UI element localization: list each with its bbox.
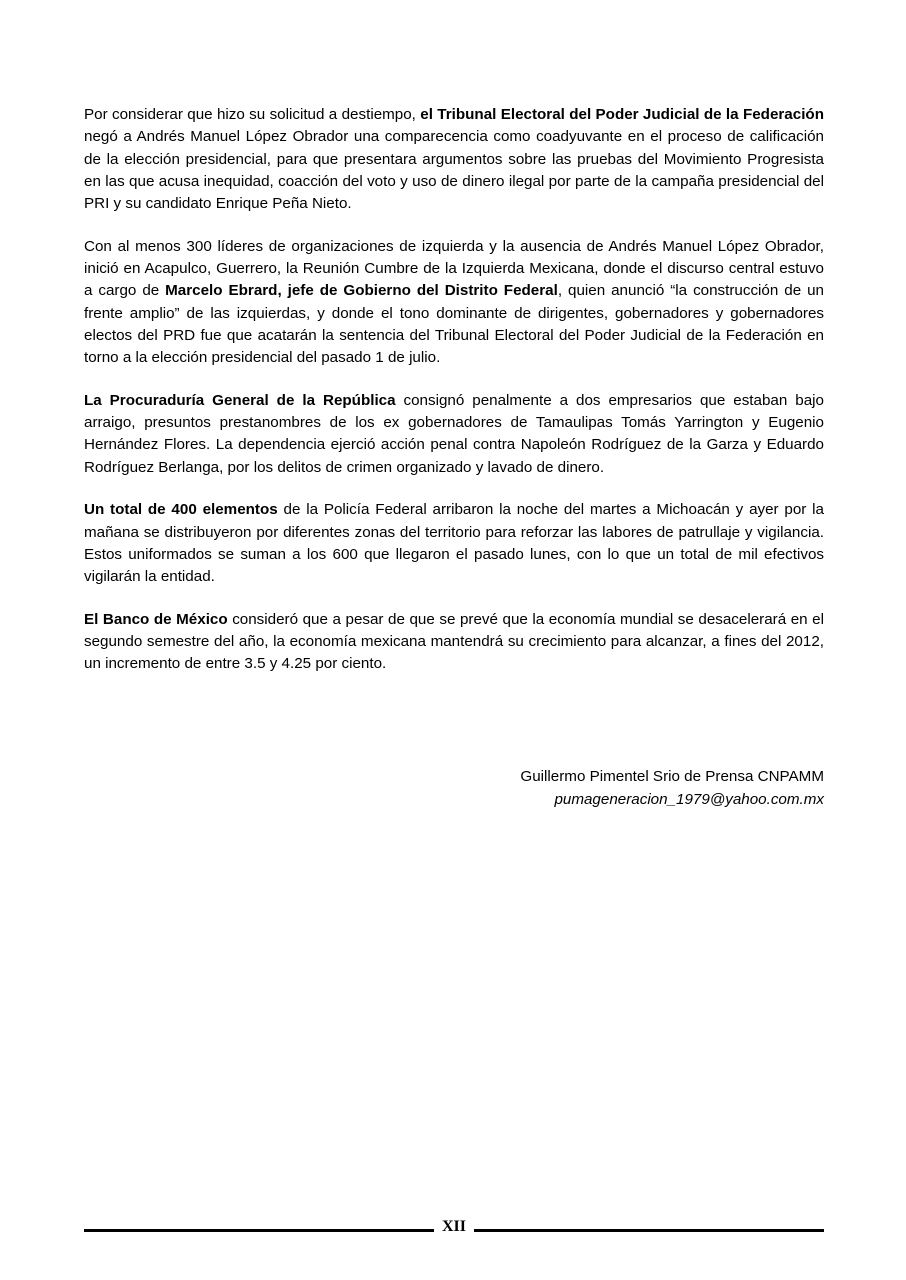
page-number-wrap — [84, 1218, 824, 1236]
signature-email: pumageneracion_1979@yahoo.com.mx — [554, 790, 824, 808]
paragraph — [84, 390, 824, 479]
text-run: consideró que a pesar de que se prevé que la economía mundial se desacelerará en el segundo semestre del año, la economía mexicana mantendrá su crecimiento para alcanzar, a fines del 2012, un incremento de entre 3.5 y 4.25 por ciento. — [84, 610, 824, 673]
text-run-bold: el Tribunal Electoral del Poder Judicial de la Federación — [420, 106, 824, 123]
paragraph — [84, 104, 824, 216]
paragraph — [84, 609, 824, 676]
text-run: consignó penalmente a dos empresarios que estaban bajo arraigo, presuntos prestanombres de los ex gobernadores de Tamaulipas Tomás Yarrington y Eugenio Hernández Flores. La dependencia ejerció acción penal contra Napoleón Rodríguez de la Garza y Eduardo Rodríguez Berlanga, por los delitos de crimen organizado y lavado de dinero. — [84, 391, 824, 476]
text-run: Con al menos 300 líderes de organizaciones de izquierda y la ausencia de Andrés Manuel López Obrador, inició en Acapulco, Guerrero, la Reunión Cumbre de la Izquierda Mexicana, donde el discurso central estuvo a cargo de — [84, 237, 824, 300]
document-body — [84, 104, 824, 676]
text-run-bold: Marcelo Ebrard, jefe de Gobierno del Distrito Federal — [165, 282, 558, 300]
page-footer — [84, 1208, 824, 1235]
text-run-bold: Un total de 400 elementos — [84, 501, 278, 519]
text-run: , quien anunció “la construcción de un frente amplio” de las izquierdas, y donde el tono dominante de dirigentes, gobernadores y gobernadores electos del PRD fue que acatarán la sentencia del Tribunal Electoral del Poder Judicial de la Federación en torno a la elección presidencial del pasado 1 de julio. — [84, 282, 824, 367]
paragraph — [84, 499, 824, 588]
signature-name: Guillermo Pimentel Srio de Prensa CNPAMM — [520, 768, 824, 785]
text-run-bold: El Banco de México — [84, 610, 228, 628]
text-run: negó a Andrés Manuel López Obrador una comparecencia como coadyuvante en el proceso de calificación de la elección presidencial, para que presentara argumentos sobre las pruebas del Movimiento Progresista en las que acusa inequidad, coacción del voto y uso de dinero ilegal por parte de la campaña presidencial del PRI y su candidato Enrique Peña Nieto. — [84, 128, 824, 213]
page-number: XII — [434, 1218, 474, 1236]
text-run: Por considerar que hizo su solicitud a destiempo, — [84, 106, 421, 123]
signature-block — [84, 766, 824, 812]
text-run: de la Policía Federal arribaron la noche del martes a Michoacán y ayer por la mañana se distribuyeron por diferentes zonas del territorio para reforzar las labores de patrullaje y vigilancia. Estos uniformados se suman a los 600 que llegaron el pasado lunes, con lo que un total de mil efectivos vigilarán la entidad. — [84, 501, 824, 586]
text-run-bold: La Procuraduría General de la República — [84, 391, 396, 409]
paragraph — [84, 236, 824, 370]
